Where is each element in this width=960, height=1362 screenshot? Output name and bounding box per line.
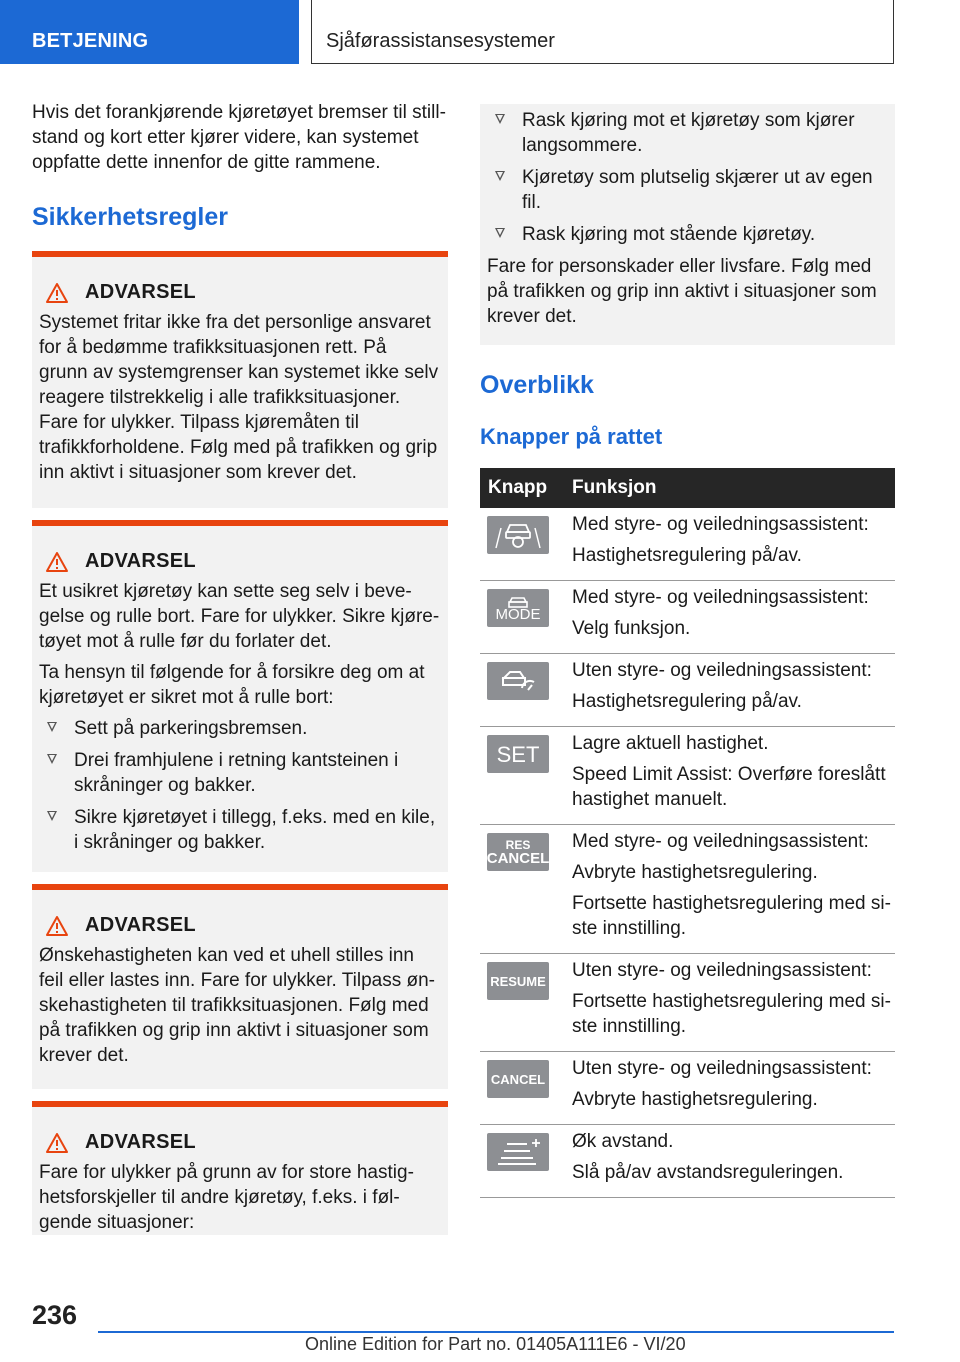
warning-text: Fare for ulykker på grunn av for store hastighetsforskjeller til andre kjøretøy, f.eks. i følgende situasjoner: bbox=[39, 1162, 414, 1233]
warning-triangle-icon bbox=[45, 1132, 69, 1154]
list-item: Drei framhjulene i retning kantsteinen i skråninger og bakker. bbox=[39, 748, 440, 798]
function-text: Speed Limit Assist: Overføre foreslått hastighet manuelt. bbox=[572, 764, 886, 810]
table-row bbox=[480, 727, 895, 825]
bullet-triangle-icon bbox=[47, 811, 57, 821]
list-item: Rask kjøring mot stående kjøretøy. bbox=[487, 222, 887, 247]
page-number: 236 bbox=[32, 1300, 78, 1330]
warning-text: Fare for personskader eller livsfare. Følg med på trafikken og grip inn aktivt i situasjoner som krever det. bbox=[487, 256, 877, 327]
table-row bbox=[480, 954, 895, 1052]
function-text: Avbryte hastighetsregulering. bbox=[572, 862, 818, 883]
column-header: Funksjon bbox=[564, 468, 895, 508]
cruise-control-icon bbox=[487, 662, 549, 700]
section-title: BETJENING bbox=[32, 30, 149, 52]
bullet-triangle-icon bbox=[495, 171, 505, 181]
warning-title: ADVARSEL bbox=[85, 1131, 196, 1153]
bullet-triangle-icon bbox=[47, 722, 57, 732]
warning-text: Ønskehastigheten kan ved et uhell stilles inn feil eller lastes inn. Fare for ulykker. Tilpass ønskehastigheten til trafikksituasjonen. Følg med på trafikken og grip inn aktivt i situasjoner som krever det. bbox=[39, 945, 435, 1066]
warning-triangle-icon bbox=[45, 282, 69, 304]
steering-assistant-icon bbox=[487, 516, 549, 554]
warning-box bbox=[32, 884, 448, 1089]
footer-edition: Online Edition for Part no. 01405A111E6 - VI/20 bbox=[305, 1334, 686, 1354]
buttons-table bbox=[480, 468, 895, 1198]
function-text: Uten styre- og veiledningsassistent: bbox=[572, 1058, 872, 1079]
list-item: Sett på parkeringsbremsen. bbox=[39, 716, 440, 741]
warning-box bbox=[32, 520, 448, 872]
function-text: Hastighetsregulering på/av. bbox=[572, 545, 802, 566]
function-text: Slå på/av avstandsreguleringen. bbox=[572, 1162, 844, 1183]
distance-plus-icon bbox=[487, 1133, 549, 1171]
button-label: SET bbox=[496, 741, 540, 767]
bullet-triangle-icon bbox=[495, 114, 505, 124]
left-column bbox=[32, 100, 448, 1235]
table-row bbox=[480, 581, 895, 654]
res-cancel-button-icon bbox=[487, 833, 549, 871]
resume-button-icon bbox=[487, 962, 549, 1000]
function-text: Hastighetsregulering på/av. bbox=[572, 691, 802, 712]
warning-triangle-icon bbox=[45, 915, 69, 937]
right-column bbox=[480, 104, 895, 1198]
chapter-title: Sjåførassistansesystemer bbox=[326, 30, 555, 52]
bullet-list bbox=[487, 108, 887, 247]
function-text: Velg funksjon. bbox=[572, 618, 691, 639]
chapter-tab bbox=[311, 0, 894, 64]
table-row bbox=[480, 654, 895, 727]
button-label: CANCEL bbox=[490, 1071, 546, 1087]
table-row bbox=[480, 1125, 895, 1198]
button-label: MODE bbox=[495, 605, 541, 623]
warning-title: ADVARSEL bbox=[85, 281, 196, 303]
column-header: Knapp bbox=[480, 468, 564, 508]
function-text: Fortsette hastighetsregulering med siste innstilling. bbox=[572, 991, 891, 1037]
function-text: Lagre aktuell hastighet. bbox=[572, 733, 769, 754]
set-button-icon bbox=[487, 735, 549, 773]
safety-heading: Sikkerhetsregler bbox=[32, 203, 228, 231]
list-item: Sikre kjøretøyet i tillegg, f.eks. med en kile, i skråninger og bakker. bbox=[39, 805, 440, 855]
table-row bbox=[480, 825, 895, 954]
function-text: Med styre- og veiledningsassistent: bbox=[572, 514, 869, 535]
list-item: Rask kjøring mot et kjøretøy som kjører langsommere. bbox=[487, 108, 887, 158]
bullet-triangle-icon bbox=[47, 754, 57, 764]
function-text: Uten styre- og veiledningsassistent: bbox=[572, 960, 872, 981]
bullet-list bbox=[39, 716, 440, 855]
button-label: RES bbox=[505, 838, 531, 852]
section-tab bbox=[0, 0, 299, 64]
intro-paragraph: Hvis det forankjørende kjøretøyet bremser til stillstand og kort etter kjører videre, kan systemet oppfatte dette innenfor de gitte rammene. bbox=[32, 102, 446, 173]
warning-box bbox=[32, 1101, 448, 1235]
bullet-triangle-icon bbox=[495, 228, 505, 238]
warning-continuation bbox=[480, 104, 895, 345]
footer-divider bbox=[98, 1331, 894, 1333]
function-text: Avbryte hastighetsregulering. bbox=[572, 1089, 818, 1110]
buttons-heading: Knapper på rattet bbox=[480, 424, 663, 449]
function-text: Med styre- og veiledningsassistent: bbox=[572, 831, 869, 852]
warning-title: ADVARSEL bbox=[85, 914, 196, 936]
button-label: RESUME bbox=[490, 973, 546, 989]
table-header-row bbox=[480, 468, 895, 508]
warning-triangle-icon bbox=[45, 551, 69, 573]
button-label: CANCEL bbox=[486, 850, 550, 867]
mode-button-icon bbox=[487, 589, 549, 627]
function-text: Fortsette hastighetsregulering med siste innstilling. bbox=[572, 893, 891, 939]
overview-heading: Overblikk bbox=[480, 371, 594, 399]
warning-text: Ta hensyn til følgende for å forsikre deg om at kjøretøyet er sikret mot å rulle bort: bbox=[39, 662, 425, 708]
function-text: Uten styre- og veiledningsassistent: bbox=[572, 660, 872, 681]
cancel-button-icon bbox=[487, 1060, 549, 1098]
table-row bbox=[480, 1052, 895, 1125]
list-item: Kjøretøy som plutselig skjærer ut av egen fil. bbox=[487, 165, 887, 215]
function-text: Øk avstand. bbox=[572, 1131, 674, 1152]
warning-title: ADVARSEL bbox=[85, 550, 196, 572]
table-row bbox=[480, 508, 895, 581]
function-text: Med styre- og veiledningsassistent: bbox=[572, 587, 869, 608]
warning-text: Systemet fritar ikke fra det personlige ansvaret for å bedømme trafikksituasjonen rett. På grunn av systemgrenser kan systemet ikke selv reagere tilstrekkelig i alle trafikksituasjoner. Fare for ulykker. Tilpass kjøremåten til trafikkforholdene. Følg med på trafikken og grip inn aktivt i situasjoner som krever det. bbox=[39, 312, 439, 483]
warning-text: Et usikret kjøretøy kan sette seg selv i bevegelse og rulle bort. Fare for ulykker. Sikre kjøretøyet mot å rulle før du forlater det. bbox=[39, 581, 440, 652]
warning-box bbox=[32, 251, 448, 508]
